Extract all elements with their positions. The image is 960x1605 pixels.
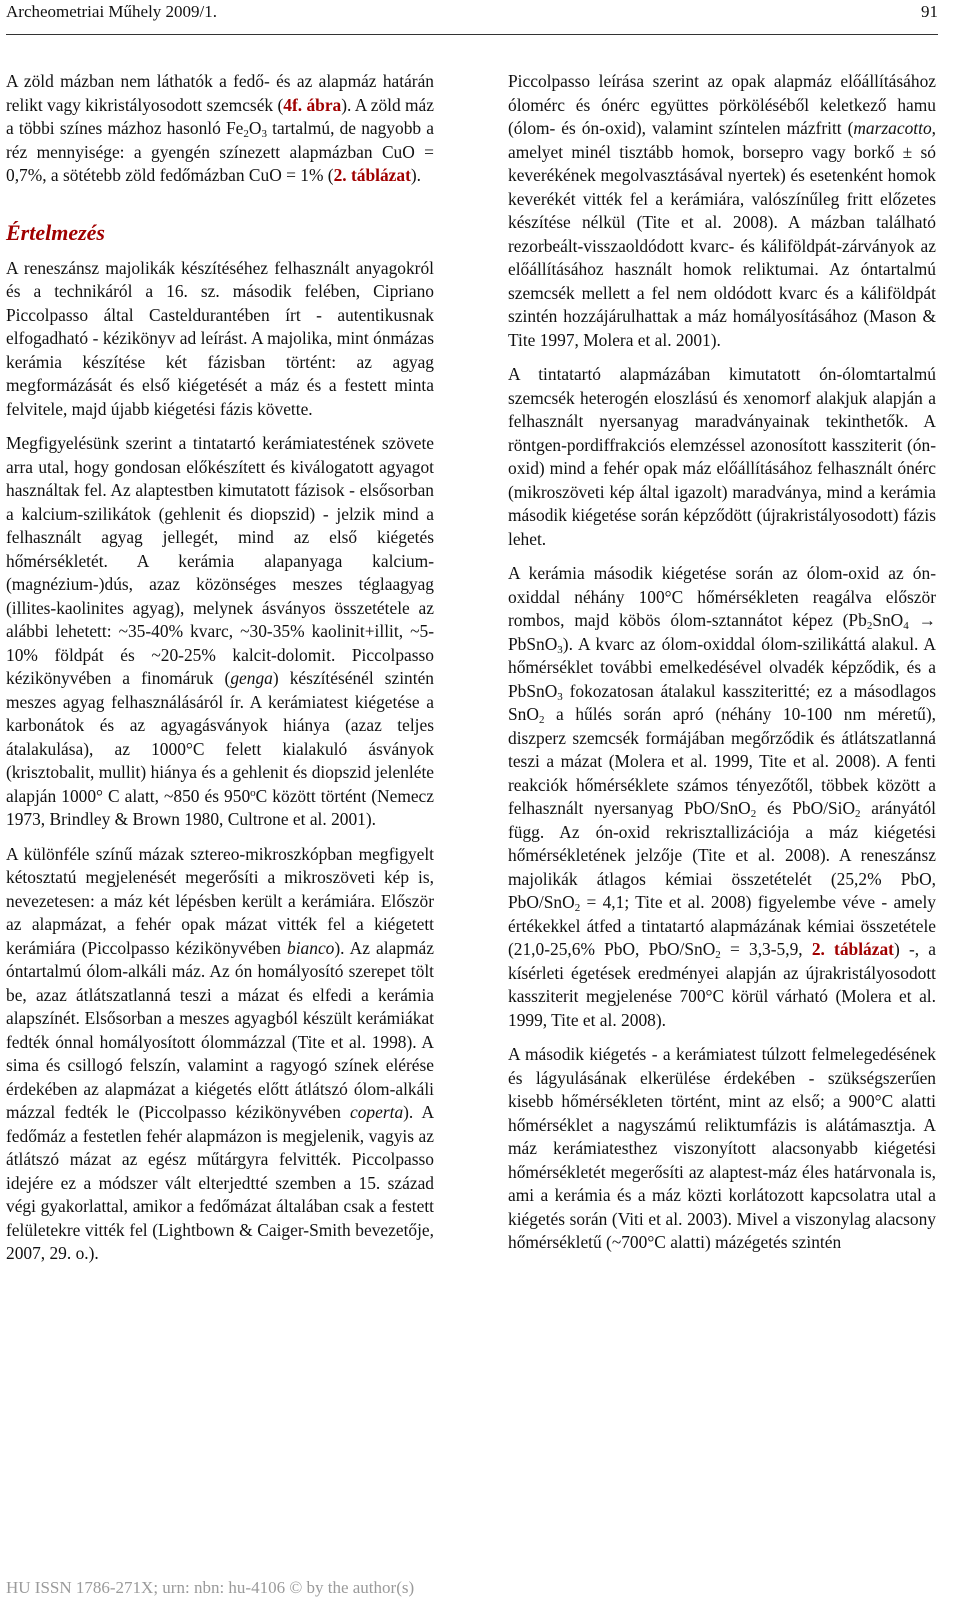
paragraph: A reneszánsz majolikák készítéséhez felhasznált anyagokról és a technikáról a 16. sz. második felében, Cipriano Piccolpasso által Casteldurantében írt - autentikusnak elfogadható - kézikönyv ad leírást. A majolika, mint ónmázas kerámia készítése két fázisban történt: az agyag megformázását és első kiégetését a máz és a festett minta felvitele, majd újabb kiégetési fázis követte.	[6, 257, 434, 419]
right-column	[508, 70, 936, 1255]
table-reference[interactable]: 2. táblázat	[333, 165, 411, 185]
paragraph: Piccolpasso leírása szerint az opak alapmáz előállításához ólomérc és ónérc együttes pörköléséből keletkező hamu (ólom- és ón-oxid), valamint színtelen mázfritt (marzacotto, amelyet minél tisztább homok, borsepro vagy borkő ± só keverékének megolvasztásával nyertek) és esetenként homok keverékét vitték fel a kerámiára, valószínűleg fritt előzetes készítése nélkül (Tite et al. 2008). A mázban található rezorbeált-visszaoldódott kvarc- és káliföldpát-zárványok az előállításához használt homok reliktumai. Az óntartalmú szemcsék mellett a fel nem oldódott kvarc és a káliföldpát szintén hozzájárulhattak a máz homályosításához (Mason & Tite 1997, Molera et al. 2001).	[508, 71, 936, 350]
left-column	[6, 70, 434, 1266]
paragraph: A második kiégetés - a kerámiatest túlzott felmelegedésének és lágyulásának elkerülése érdekében - szükségszerűen kisebb hőmérsékleten történt, mint az első; a 900°C alatti hőmérséklet a nagyszámú reliktumfázis is alátámasztja. A máz kerámiatesthez viszonyított alacsonyabb kiégetési hőmérsékletét megerősíti az alaptest-máz éles határvonala is, ami a kerámia és a máz közti korlátozott kapcsolatra utal a kiégetés során (Viti et al. 2003). Mivel a viszonylag alacsony hőmérsékletű (~700°C alatti) mázégetés szintén	[508, 1044, 936, 1252]
page-footer: HU ISSN 1786-271X; urn: nbn: hu-4106 © by the author(s)	[6, 1578, 415, 1597]
paragraph: A tintatartó alapmázában kimutatott ón-ólomtartalmú szemcsék heterogén eloszlású és xenomorf alakjuk alapján a felhasznált nyersanyag maradványainak tekinthetők. A röntgen-pordiffrakciós elemzéssel azonosított kassziterit (ón-oxid) mind a fehér opak máz előállításához felhasznált ónérc (mikroszöveti kép által igazolt) maradványa, mind a kerámia második kiégetése során képződött (újrakristályosodott) fázis lehet.	[508, 364, 936, 549]
figure-reference[interactable]: 4f. ábra	[283, 94, 342, 115]
paragraph: A különféle színű mázak sztereo-mikroszkópban megfigyelt kétosztatú megjelenését megerősíti a mikroszöveti kép is, nevezetesen: a máz két lépésben került a kerámiára. Először az alapmázat, a fehér opak mázat vitték fel a kiégetett kerámiára (Piccolpasso kézikönyvében bianco). Az alapmáz óntartalmú ólom-alkáli máz. Az ón homályosító szerepet tölt be, azaz átlátszatlanná teszi a mázat és elfedi a kerámia alapszínét. Elsősorban a meszes agyagból készült kerámiákat fedték ónnal homályosított ólommázzal (Tite et al. 1998). A sima és csillogó felszín, valamint a ragyogó színek elérése érdekében az alapmázat a kiégetés előtt átlátszó ólom-alkáli mázzal fedték le (Piccolpasso kézikönyvében coperta). A fedőmáz a festetlen fehér alapmázon is megjelenik, vagyis az átlátszó mázat az egész műtárgyra felvitték. Piccolpasso idejére ez a módszer vált elterjedtté szemben a 15. század végi gyakorlattal, amikor a fedőmázat általában csak a festett felületekre vitték fel (Lightbown & Caiger-Smith bevezetője, 2007, 29. o.).	[6, 843, 434, 1263]
section-heading: Értelmezés	[6, 219, 105, 245]
paragraph: A kerámia második kiégetése során az ólom-oxid az ón-oxiddal néhány 100°C hőmérsékleten reagálva először rombos, majd köbös ólom-sztannátot képez ($Pb_2SnO_4$ → PbSnO$_3$). A kvarc az ólom-oxiddal ólom-szilikáttá alakul. A hőmérséklet további emelkedésével olvadék képződik, és a PbSnO$_3$ fokozatosan átalakul kassziteritté; ez a másodlagos SnO$_2$ a hűlés során apró (néhány 10-100 nm méretű), diszperz szemcsék formájában megőrződik és átlátszatlanná teszi a mázat (Molera et al. 1999, Tite et al. 2008). A fenti reakciók hőmérséklete számos tényezőtől, többek között a felhasznált nyersanyag PbO/SnO$_2$ és PbO/SiO$_2$ arányától függ. Az ón-oxid rekrisztallizációja a máz kiégetési hőmérsékletének jelzője (Tite et al. 2008). A reneszánsz majolikák átlagos kémiai összetételét (25,2% PbO, PbO/SnO$_2$ = 4,1; Tite et al. 2008) figyelembe véve - amely értékekkel átfed a tintatartó alapmázának kémiai összetétele (21,0-25,6% PbO, PbO/SnO$_2$ = 3,3-5,9, 2. táblázat) -, a kísérleti égetések eredményei alapján az újrakristályosodott kassziterit megjelenése 700°C körül várható (Molera et al. 1999, Tite et al. 2008).	[508, 563, 936, 1030]
paragraph: A zöld mázban nem láthatók a fedő- és az alapmáz határán relikt vagy kikristályosodott szemcsék (4f. ábra). A zöld máz a többi színes mázhoz hasonló $Fe_2O_3$ tartalmú, de nagyobb a réz mennyisége: a gyengén színezett alapmázban CuO = 0,7%, a sötétebb zöld fedőmázban CuO = 1% (2. táblázat).	[6, 71, 434, 185]
page-header	[6, 0, 938, 35]
table-reference[interactable]: 2. táblázat	[811, 939, 894, 959]
page-number: 91	[921, 2, 938, 21]
paragraph: Megfigyelésünk szerint a tintatartó kerámiatestének szövete arra utal, hogy gondosan előkészített és kiválogatott agyagot használtak fel. Az alaptestben kimutatott fázisok - elsősorban a kalcium-szilikátok (gehlenit és diopszid) - jelzik mind a felhasznált agyag jellegét, mind az első kiégetés hőmérsékletét. A kerámia alapanyaga kalcium-(magnézium-)dús, azaz közönséges meszes téglaagyag (illites-kaolinites agyag), melynek ásványos összetétele az alábbi lehetett: ~35-40% kvarc, ~30-35% kaolinit+illit, ~5-10% földpát és ~20-25% kalcit-dolomit. Piccolpasso kézikönyvében a finomáruk (genga) készítésénél szintén meszes agyag felhasználásáról ír. A kerámiatest kiégetése a karbonátok és az agyagásványok hiánya (azaz teljes átalakulása), az 1000°C felett kialakuló ásványok (krisztobalit, mullit) hiánya és a gehlenit és diopszid jelenléte alapján 1000° C alatt, ~850 és 950$^o$C között történt (Nemecz 1973, Brindley & Brown 1980, Cultrone et al. 2001).	[6, 433, 435, 829]
arrow-icon: →	[908, 610, 936, 630]
journal-title: Archeometriai Műhely 2009/1.	[6, 2, 218, 21]
